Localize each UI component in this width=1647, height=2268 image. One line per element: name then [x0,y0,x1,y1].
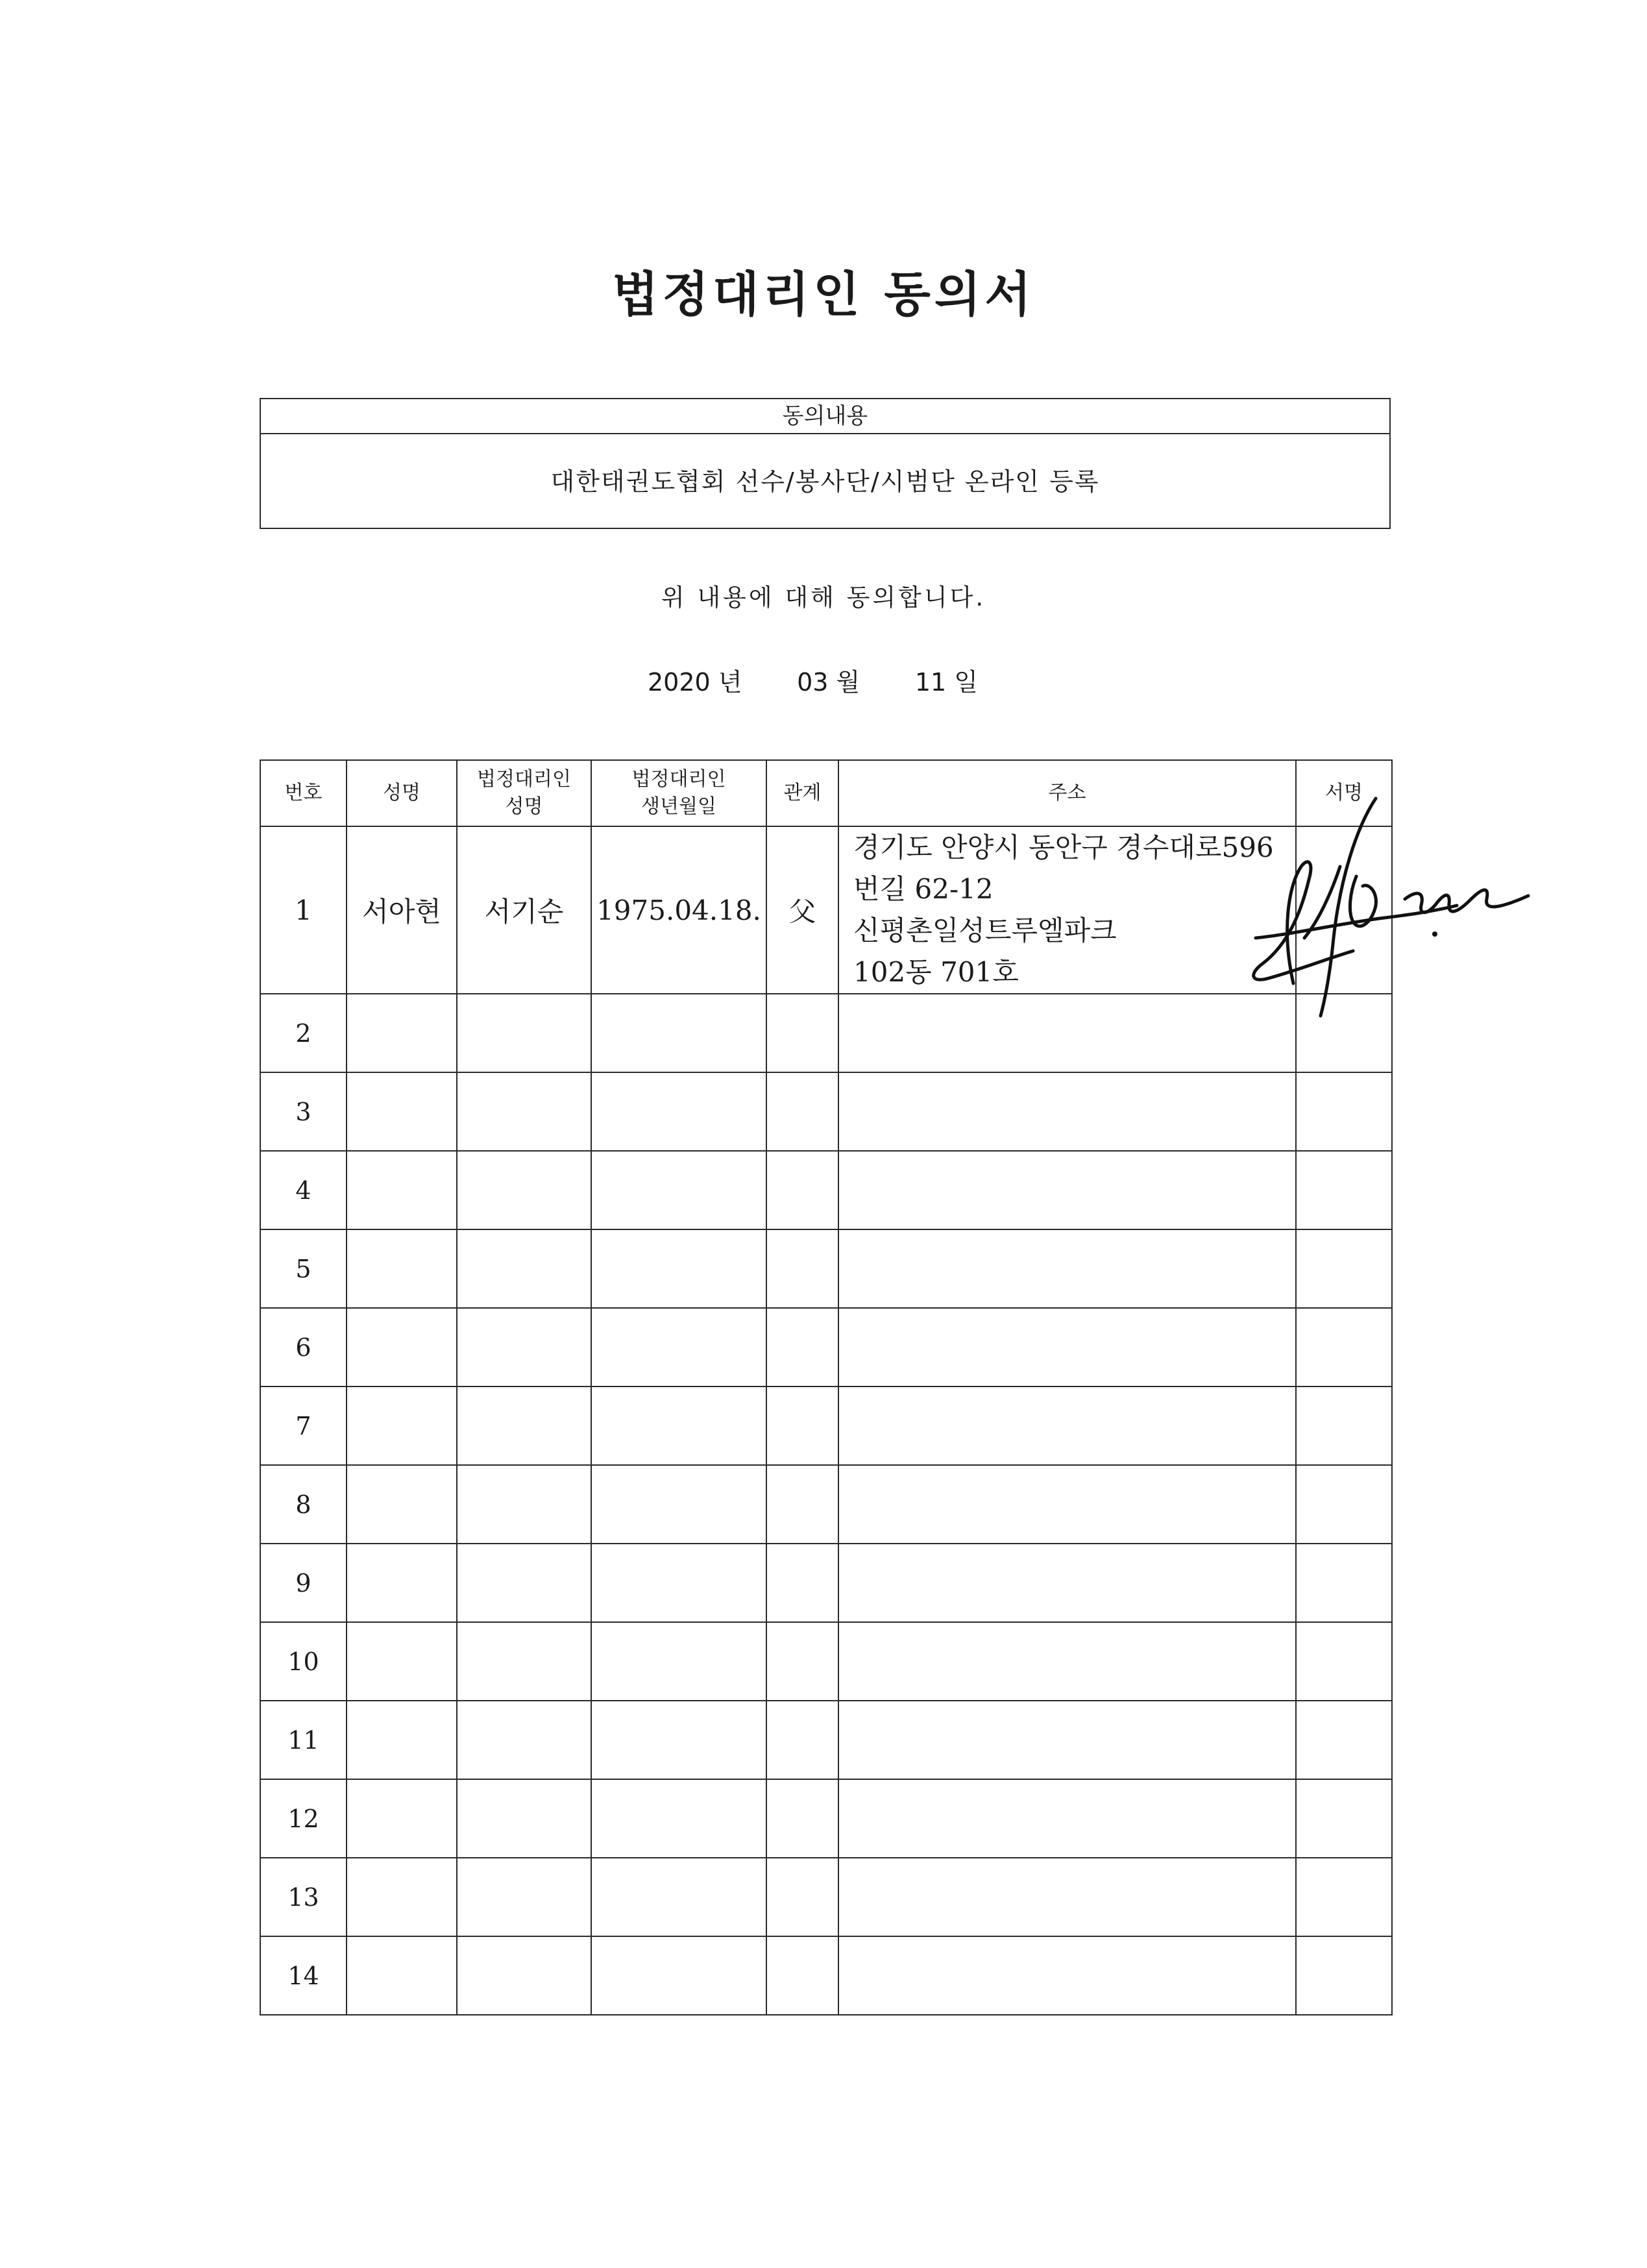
cell-number: 9 [260,1544,347,1622]
header-guardian-birth-line2: 생년월일 [641,795,716,818]
table-row [260,1229,1392,1308]
cell-relation [766,1622,838,1701]
cell-guardian-name [457,1229,591,1308]
cell-address [838,1229,1296,1308]
cell-number: 12 [260,1779,347,1858]
header-guardian-birth [591,760,766,826]
cell-guardian-name: 서기순 [457,826,591,994]
cell-number: 5 [260,1229,347,1308]
cell-number: 6 [260,1308,347,1387]
cell-guardian-birth [591,1779,766,1858]
cell-address [838,1072,1296,1151]
date-day: 11 [914,668,947,696]
cell-guardian-name [457,1544,591,1622]
cell-number: 7 [260,1387,347,1465]
table-row [260,1072,1392,1151]
cell-relation [766,1936,838,2015]
cell-name [347,1229,457,1308]
cell-relation: 父 [766,826,838,994]
cell-address [838,1622,1296,1701]
guardian-table [260,759,1393,2015]
cell-number: 13 [260,1858,347,1936]
header-guardian-birth-line1: 법정대리인 [631,768,726,791]
cell-guardian-name [457,1701,591,1779]
cell-number: 8 [260,1465,347,1544]
cell-guardian-birth: 1975.04.18. [591,826,766,994]
cell-guardian-birth [591,1151,766,1229]
cell-signature [1296,994,1392,1072]
table-row [260,1858,1392,1936]
cell-relation [766,1151,838,1229]
cell-relation [766,1072,838,1151]
signing-date [648,662,978,698]
cell-address [838,1465,1296,1544]
cell-name [347,1072,457,1151]
cell-guardian-birth [591,1465,766,1544]
date-month: 03 [797,668,829,696]
table-row [260,1465,1392,1544]
cell-address [838,1858,1296,1936]
cell-relation [766,994,838,1072]
cell-relation [766,1229,838,1308]
table-row [260,1387,1392,1465]
cell-number: 4 [260,1151,347,1229]
cell-signature [1296,826,1392,994]
cell-number: 10 [260,1622,347,1701]
cell-guardian-name [457,1622,591,1701]
cell-signature [1296,1936,1392,2015]
header-relation: 관계 [766,760,838,826]
header-name: 성명 [347,760,457,826]
cell-signature [1296,1779,1392,1858]
cell-guardian-birth [591,994,766,1072]
cell-guardian-name [457,1936,591,2015]
consent-box [260,398,1391,529]
consent-content: 대한태권도협회 선수/봉사단/시범단 온라인 등록 [550,467,1100,496]
cell-address [838,994,1296,1072]
cell-guardian-name [457,1858,591,1936]
cell-signature [1296,1308,1392,1387]
table-row [260,1701,1392,1779]
cell-relation [766,1544,838,1622]
cell-number: 2 [260,994,347,1072]
cell-signature [1296,1151,1392,1229]
cell-guardian-name [457,1308,591,1387]
cell-signature [1296,1387,1392,1465]
cell-guardian-birth [591,1387,766,1465]
cell-name [347,1936,457,2015]
table-row [260,1308,1392,1387]
cell-name [347,1701,457,1779]
document-title: 법정대리인 동의서 [612,267,1035,323]
cell-relation [766,1308,838,1387]
cell-guardian-birth [591,1936,766,2015]
header-guardian-name-line2: 성명 [505,795,543,818]
cell-address [838,1308,1296,1387]
cell-guardian-name [457,1779,591,1858]
cell-name [347,1151,457,1229]
header-number: 번호 [260,760,347,826]
table-row [260,826,1392,994]
cell-guardian-name [457,1151,591,1229]
cell-signature [1296,1072,1392,1151]
table-row [260,1779,1392,1858]
cell-address [838,1936,1296,2015]
cell-guardian-name [457,1465,591,1544]
cell-guardian-birth [591,1622,766,1701]
cell-relation [766,1779,838,1858]
cell-number: 3 [260,1072,347,1151]
date-year-unit: 년 [718,668,742,696]
cell-name [347,1779,457,1858]
cell-address [838,1151,1296,1229]
cell-name [347,1544,457,1622]
date-day-unit: 일 [954,668,978,696]
consent-header: 동의내용 [261,399,1389,434]
date-month-unit: 월 [836,668,860,696]
cell-signature [1296,1701,1392,1779]
cell-address [838,1779,1296,1858]
cell-guardian-birth [591,1858,766,1936]
address-line: 번길 62-12 [853,873,994,905]
table-header-row [260,760,1392,826]
cell-name [347,1858,457,1936]
agreement-statement: 위 내용에 대해 동의합니다. [661,584,986,611]
table-row [260,1936,1392,2015]
cell-address [838,1701,1296,1779]
cell-guardian-birth [591,1229,766,1308]
cell-relation [766,1387,838,1465]
address-line: 102동 701호 [853,956,1019,988]
cell-guardian-birth [591,1701,766,1779]
address-line: 신평촌일성트루엘파크 [853,915,1117,946]
cell-name: 서아현 [347,826,457,994]
cell-guardian-birth [591,1544,766,1622]
cell-number: 11 [260,1701,347,1779]
cell-signature [1296,1544,1392,1622]
cell-address [838,826,1296,994]
header-signature: 서명 [1296,760,1392,826]
cell-guardian-birth [591,1072,766,1151]
cell-guardian-name [457,1387,591,1465]
cell-address [838,1387,1296,1465]
date-year: 2020 [648,668,711,696]
cell-name [347,1387,457,1465]
header-address: 주소 [838,760,1296,826]
table-row [260,1622,1392,1701]
cell-name [347,1465,457,1544]
cell-guardian-birth [591,1308,766,1387]
cell-signature [1296,1229,1392,1308]
cell-signature [1296,1858,1392,1936]
table-row [260,994,1392,1072]
cell-signature [1296,1622,1392,1701]
table-row [260,1151,1392,1229]
cell-number: 14 [260,1936,347,2015]
table-row [260,1544,1392,1622]
header-guardian-name [457,760,591,826]
cell-number: 1 [260,826,347,994]
cell-guardian-name [457,1072,591,1151]
cell-name [347,994,457,1072]
cell-name [347,1308,457,1387]
address-line: 경기도 안양시 동안구 경수대로596 [853,832,1274,863]
cell-address [838,1544,1296,1622]
cell-name [347,1622,457,1701]
cell-relation [766,1858,838,1936]
cell-relation [766,1465,838,1544]
cell-guardian-name [457,994,591,1072]
cell-signature [1296,1465,1392,1544]
cell-relation [766,1701,838,1779]
header-guardian-name-line1: 법정대리인 [477,768,571,791]
